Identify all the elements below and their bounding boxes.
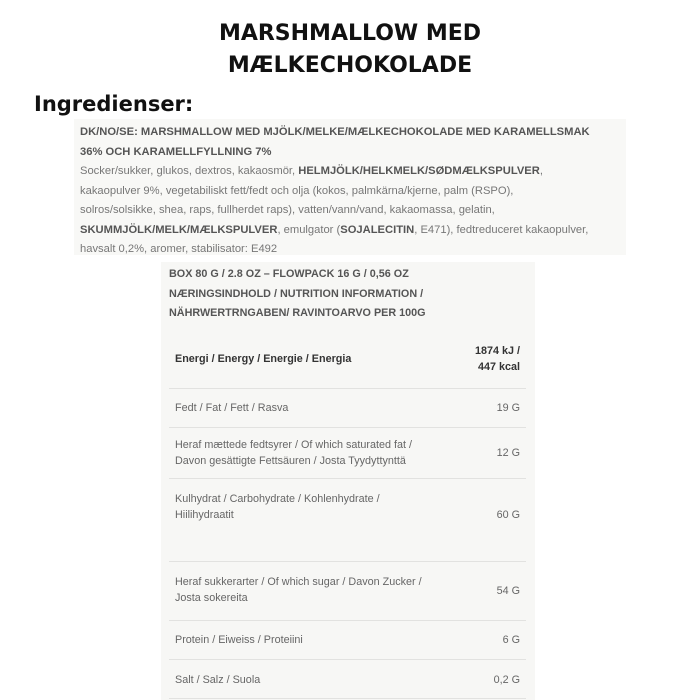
nutrient-value: 19 G bbox=[496, 402, 520, 414]
nutrient-label bbox=[175, 632, 303, 648]
nutrient-value: 6 G bbox=[502, 634, 520, 646]
energy-value-kj: 1874 kJ / bbox=[474, 345, 520, 357]
nutrition-row-protein bbox=[169, 621, 526, 660]
ingredients-line-3 bbox=[80, 162, 626, 182]
product-title-line-2: MÆLKECHOKOLADE bbox=[227, 53, 473, 78]
allergen-soy-lecithin: SOJALECITIN bbox=[340, 223, 415, 236]
ingredients-text-plain: , E471), fedtreduceret kakaopulver, bbox=[414, 223, 589, 236]
allergen-skim-milk-powder: SKUMMJÖLK/MELK/MÆLKSPULVER bbox=[80, 223, 278, 236]
ingredients-line-6 bbox=[80, 221, 626, 241]
nutrition-heading bbox=[169, 265, 426, 324]
nutrient-label-line-2: Josta sokereita bbox=[175, 592, 248, 604]
product-title bbox=[0, 18, 700, 82]
allergen-milk-powder: HELMJÖLK/HELKMELK/SØDMÆLKSPULVER bbox=[298, 165, 540, 177]
nutrient-label-line-1: Heraf mættede fedtsyrer / Of which saturated fat / bbox=[175, 439, 413, 451]
nutrition-panel bbox=[161, 262, 535, 700]
nutrient-label-line-1: Protein / Eiweiss / Proteiini bbox=[175, 634, 303, 646]
ingredients-header-line-1: DK/NO/SE: MARSHMALLOW MED MJÖLK/MELKE/MÆLKECHOKOLADE MED KARAMELLSMAK bbox=[80, 126, 590, 138]
nutrient-label-line-2: Hiilihydraatit bbox=[175, 509, 234, 521]
nutrient-label bbox=[175, 437, 412, 469]
nutrition-row-energy bbox=[169, 334, 526, 389]
ingredients-text-plain: , emulgator ( bbox=[277, 223, 341, 236]
nutrient-label-line-2: Davon gesättigte Fettsäuren / Josta Tyydyttynttä bbox=[175, 455, 406, 467]
pack-size-line: BOX 80 G / 2.8 OZ – FLOWPACK 16 G / 0,56 OZ bbox=[169, 268, 409, 280]
nutrient-value: 12 G bbox=[496, 447, 520, 459]
ingredients-text-plain: , bbox=[539, 165, 543, 177]
nutrient-label bbox=[175, 672, 260, 688]
nutrient-label-line-1: Salt / Salz / Suola bbox=[175, 674, 261, 686]
nutrient-label bbox=[175, 574, 422, 606]
ingredients-line-5: solros/solsikke, shea, raps, fullherdet raps), vatten/vann/vand, kakaomassa, gelatin, bbox=[80, 204, 495, 216]
nutrient-value: 60 G bbox=[496, 509, 520, 521]
ingredients-text bbox=[80, 123, 626, 260]
nutrition-row-sugar bbox=[169, 562, 526, 621]
energy-label: Energi / Energy / Energie / Energia bbox=[175, 353, 352, 365]
nutrition-row-fat bbox=[169, 389, 526, 428]
nutrient-label bbox=[175, 400, 288, 416]
ingredients-line-4: kakaopulver 9%, vegetabiliskt fett/fedt och olja (kokos, palmkärna/kjerne, palm (RSPO), bbox=[80, 184, 514, 197]
nutrition-title-line-1: NÆRINGSINDHOLD / NUTRITION INFORMATION / bbox=[169, 287, 424, 300]
product-title-line-1: MARSHMALLOW MED bbox=[218, 21, 482, 46]
nutrition-title-line-2: NÄHRWERTRNGABEN/ RAVINTOARVO PER 100G bbox=[169, 307, 426, 319]
nutrient-value: 54 G bbox=[496, 585, 520, 597]
ingredients-line-7: havsalt 0,2%, aromer, stabilisator: E492 bbox=[80, 243, 278, 255]
nutrient-label-line-1: Heraf sukkerarter / Of which sugar / Davon Zucker / bbox=[175, 576, 422, 588]
energy-value bbox=[475, 343, 520, 375]
nutrition-table bbox=[169, 334, 526, 699]
ingredients-header-line-2: 36% OCH KARAMELLFYLLNING 7% bbox=[80, 145, 272, 158]
nutrient-label-line-1: Kulhydrat / Carbohydrate / Kohlenhydrate / bbox=[175, 493, 380, 505]
nutrition-row-salt bbox=[169, 660, 526, 699]
nutrient-value: 0,2 G bbox=[493, 674, 520, 686]
energy-value-kcal: 447 kcal bbox=[477, 361, 520, 373]
ingredients-heading: Ingredienser: bbox=[34, 92, 194, 116]
nutrient-label bbox=[175, 491, 380, 523]
ingredients-panel bbox=[74, 119, 626, 255]
nutrition-row-carbohydrate bbox=[169, 479, 526, 562]
ingredients-text-plain: Socker/sukker, glukos, dextros, kakaosmör, bbox=[80, 165, 299, 177]
nutrient-label-line-1: Fedt / Fat / Fett / Rasva bbox=[175, 402, 289, 414]
nutrition-row-saturated-fat bbox=[169, 428, 526, 479]
